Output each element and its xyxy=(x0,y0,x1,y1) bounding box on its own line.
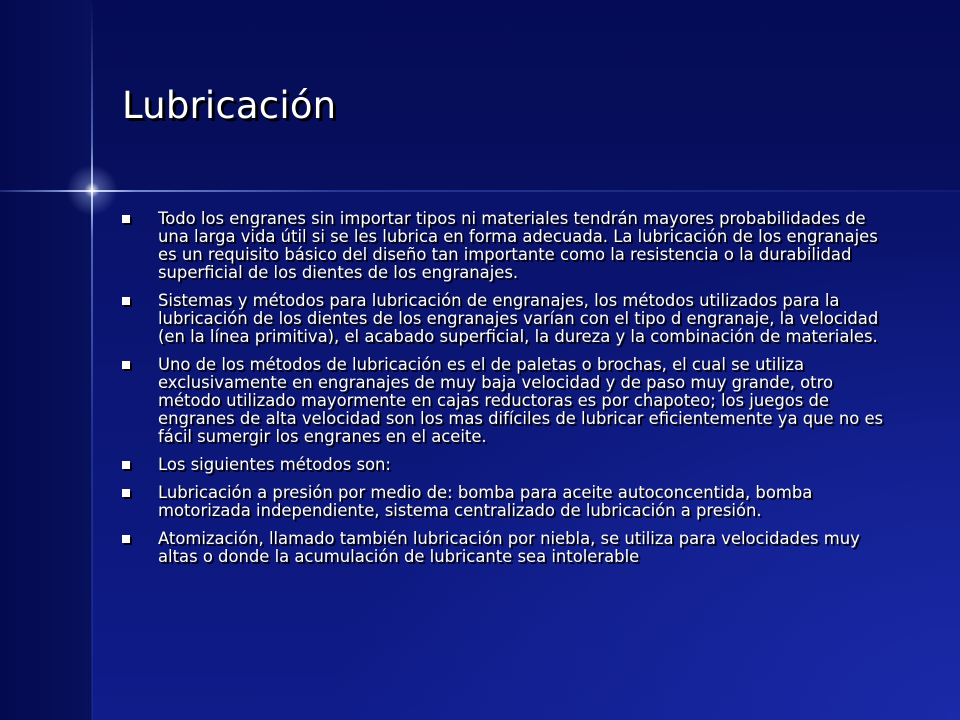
bullet-item xyxy=(120,484,900,520)
bullet-text: Los siguientes métodos son: xyxy=(158,455,391,474)
bullet-text: Atomización, llamado también lubricación por niebla, se utiliza para velocidades muy altas o donde la acumulación de lubricante sea intolerable xyxy=(158,529,860,566)
square-bullet-icon xyxy=(122,215,130,223)
sparkle-horizontal-line xyxy=(0,190,960,192)
bullet-item xyxy=(120,210,900,282)
sparkle-vertical-line xyxy=(91,0,93,720)
bullet-item xyxy=(120,530,900,566)
bullet-text: Uno de los métodos de lubricación es el de paletas o brochas, el cual se utiliza exclusivamente en engranajes de muy baja velocidad y de paso muy grande, otro método utilizado mayormente en cajas reductoras es por chapoteo; los juegos de engranes de alta velocidad son los mas difíciles de lubricar eficientemente ya que no es fácil sumergir los engranes en el aceite. xyxy=(158,355,884,446)
square-bullet-icon xyxy=(122,361,130,369)
bullet-list xyxy=(120,210,900,576)
square-bullet-icon xyxy=(122,297,130,305)
bullet-text: Todo los engranes sin importar tipos ni materiales tendrán mayores probabilidades de una larga vida útil si se les lubrica en forma adecuada. La lubricación de los engranajes es un requisito básico del diseño tan importante como la resistencia o la durabilidad superficial de los dientes de los engranajes. xyxy=(158,209,878,282)
square-bullet-icon xyxy=(122,461,130,469)
bullet-text: Lubricación a presión por medio de: bomba para aceite autoconcentida, bomba motorizada independiente, sistema centralizado de lubricación a presión. xyxy=(158,483,813,520)
square-bullet-icon xyxy=(122,535,130,543)
bullet-text: Sistemas y métodos para lubricación de engranajes, los métodos utilizados para la lubricación de los dientes de los engranajes varían con el tipo d engranaje, la velocidad (en la línea primitiva), el acabado superficial, la dureza y la combinación de materiales. xyxy=(158,291,879,346)
bullet-item xyxy=(120,356,900,446)
square-bullet-icon xyxy=(122,489,130,497)
slide-title: Lubricación xyxy=(122,84,337,127)
sparkle-star-icon xyxy=(62,160,122,220)
bullet-item xyxy=(120,292,900,346)
slide-left-band xyxy=(0,0,92,720)
bullet-item xyxy=(120,456,900,474)
